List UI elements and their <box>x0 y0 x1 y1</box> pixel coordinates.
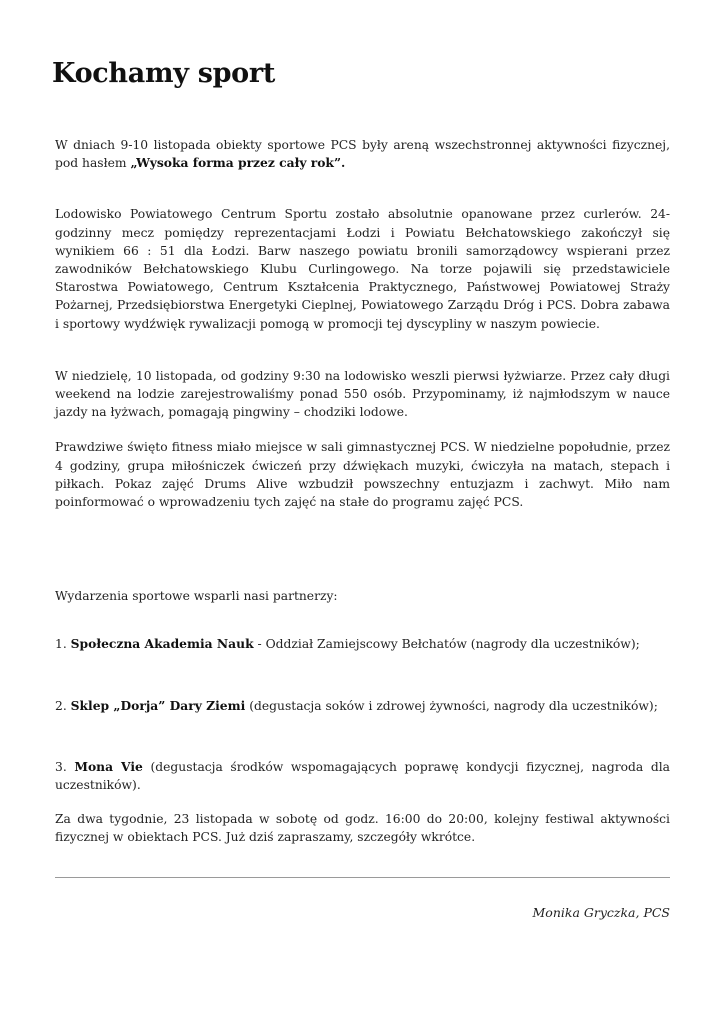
partner-name: Społeczna Akademia Nauk <box>70 636 254 652</box>
next-event-paragraph: Za dwa tygodnie, 23 listopada w sobotę od godz. 16:00 do 20:00, kolejny festiwal aktywności fizycznej w obiektach PCS. Już dziś zapraszamy, szczegóły wkrótce. <box>55 812 670 845</box>
partner-number: 2. <box>55 698 71 713</box>
article-title: Kochamy sport <box>52 58 275 89</box>
fitness-paragraph: Prawdziwe święto fitness miało miejsce w sali gimnastycznej PCS. W niedzielne popołudnie, przez 4 godziny, grupa miłośniczek ćwiczeń przy dźwiękach muzyki, ćwiczyła na matach, stepach i piłkach. Pokaz zajęć Drums Alive wzbudził powszechny entuzjazm i zachwyt. Miło nam poinformować o wprowadzeniu tych zajęć na stałe do programu zajęć PCS. <box>55 440 670 510</box>
curling-paragraph: Lodowisko Powiatowego Centrum Sportu zostało absolutnie opanowane przez curlerów. 24-godzinny mecz pomiędzy reprezentacjami Łodzi i Powiatu Bełchatowskiego zakończył się wynikiem 66 : 51 dla Łodzi. Barw naszego powiatu bronili samorządowcy wspierani przez zawodników Bełchatowskiego Klubu Curlingowego. Na torze pojawili się przedstawiciele Starostwa Powiatowego, Centrum Kształcenia Praktycznego, Państwowej Powiatowej Straży Pożarnej, Przedsiębiorstwa Energetyki Cieplnej, Powiatowego Zarządu Dróg i PCS. Dobra zabawa i sportowy wydźwięk rywalizacji pomogą w promocji tej dyscypliny w naszym powiecie. <box>55 207 670 331</box>
partner-name: Mona Vie <box>74 758 143 774</box>
weekend-paragraph: W niedzielę, 10 listopada, od godziny 9:30 na lodowisko weszli pierwsi łyżwiarze. Przez cały długi weekend na lodzie zarejestrowaliśmy ponad 550 osób. Przypominamy, iż najmłodszym w nauce jazdy na łyżwach, pomagają pingwiny – chodziki lodowe. <box>55 368 670 420</box>
intro-text: W dniach 9-10 listopada obiekty sportowe PCS były areną wszechstronnej aktywności fizycznej, pod hasłem <box>55 138 670 171</box>
partner-detail: - Oddział Zamiejscowy Bełchatów (nagrody dla uczestników); <box>253 637 640 652</box>
partner-number: 1. <box>55 637 71 652</box>
partners-intro: Wydarzenia sportowe wsparli nasi partnerzy: <box>55 589 338 604</box>
partner-item <box>55 635 670 653</box>
partner-item <box>55 697 670 715</box>
intro-paragraph <box>55 136 670 172</box>
partner-detail: (degustacja soków i zdrowej żywności, nagrody dla uczestników); <box>245 698 658 713</box>
partner-detail: (degustacja środków wspomagających poprawę kondycji fizycznej, nagroda dla uczestników). <box>55 759 670 793</box>
partner-item <box>55 758 670 794</box>
intro-slogan: „Wysoka forma przez cały rok”. <box>130 155 346 171</box>
article-body <box>55 136 670 847</box>
partner-number: 3. <box>55 759 75 774</box>
partner-name: Sklep „Dorja” Dary Ziemi <box>70 697 246 713</box>
horizontal-divider <box>55 877 670 878</box>
author-signature: Monika Gryczka, PCS <box>532 905 670 920</box>
